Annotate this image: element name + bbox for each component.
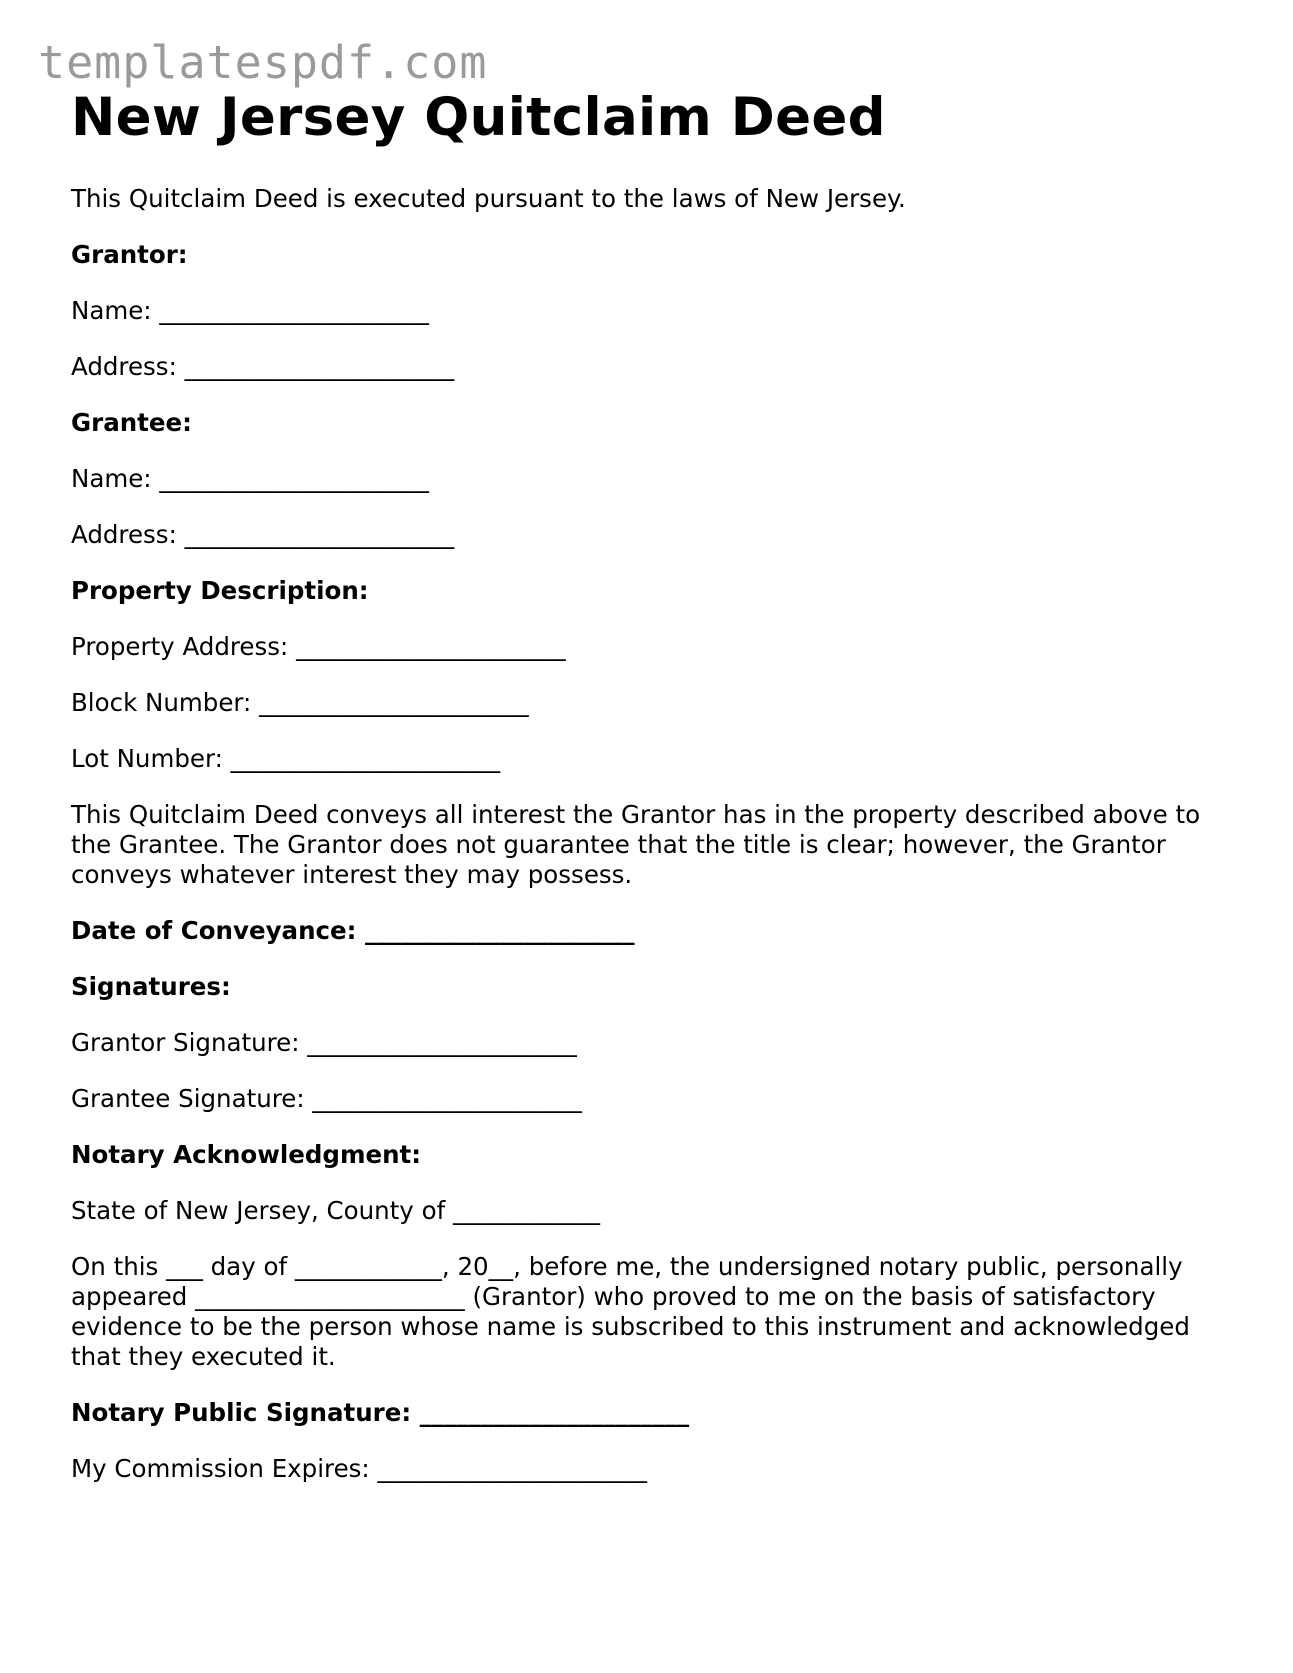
lot-number-field: Lot Number: ______________________ — [71, 743, 501, 773]
conveyance-paragraph: This Quitclaim Deed conveys all interest the Grantor has in the property described above to the Grantee. The Grantor does not guarantee that the title is clear; however, the Grantor conveys whatever interest they may possess. — [71, 799, 1201, 889]
page-title: New Jersey Quitclaim Deed — [71, 87, 886, 148]
grantee-heading: Grantee: — [71, 407, 192, 437]
document-body — [71, 88, 1231, 1510]
property-address-field: Property Address: ______________________ — [71, 631, 566, 661]
intro-text: This Quitclaim Deed is executed pursuant to the laws of New Jersey. — [71, 183, 906, 213]
watermark: templatespdf.com — [38, 36, 488, 89]
grantor-heading: Grantor: — [71, 239, 188, 269]
commission-expires-field: My Commission Expires: ______________________ — [71, 1453, 647, 1483]
notary-heading: Notary Acknowledgment: — [71, 1139, 422, 1169]
date-of-conveyance-field: Date of Conveyance: ______________________ — [71, 915, 635, 945]
grantee-signature-field: Grantee Signature: ______________________ — [71, 1083, 582, 1113]
notary-paragraph: On this ___ day of ____________, 20__, before me, the undersigned notary public, personally appeared ______________________ (Grantor) who proved to me on the basis of satisfactory evidence to be the person whose name is subscribed to this instrument and acknowledged that they executed it. — [71, 1251, 1190, 1371]
notary-county-field: State of New Jersey, County of ____________ — [71, 1195, 600, 1225]
grantor-signature-field: Grantor Signature: ______________________ — [71, 1027, 577, 1057]
notary-signature-field: Notary Public Signature: ______________________ — [71, 1397, 690, 1427]
grantor-address-field: Address: ______________________ — [71, 351, 455, 381]
block-number-field: Block Number: ______________________ — [71, 687, 529, 717]
property-heading: Property Description: — [71, 575, 369, 605]
signatures-heading: Signatures: — [71, 971, 231, 1001]
grantee-address-field: Address: ______________________ — [71, 519, 455, 549]
grantee-name-field: Name: ______________________ — [71, 463, 429, 493]
grantor-name-field: Name: ______________________ — [71, 295, 429, 325]
